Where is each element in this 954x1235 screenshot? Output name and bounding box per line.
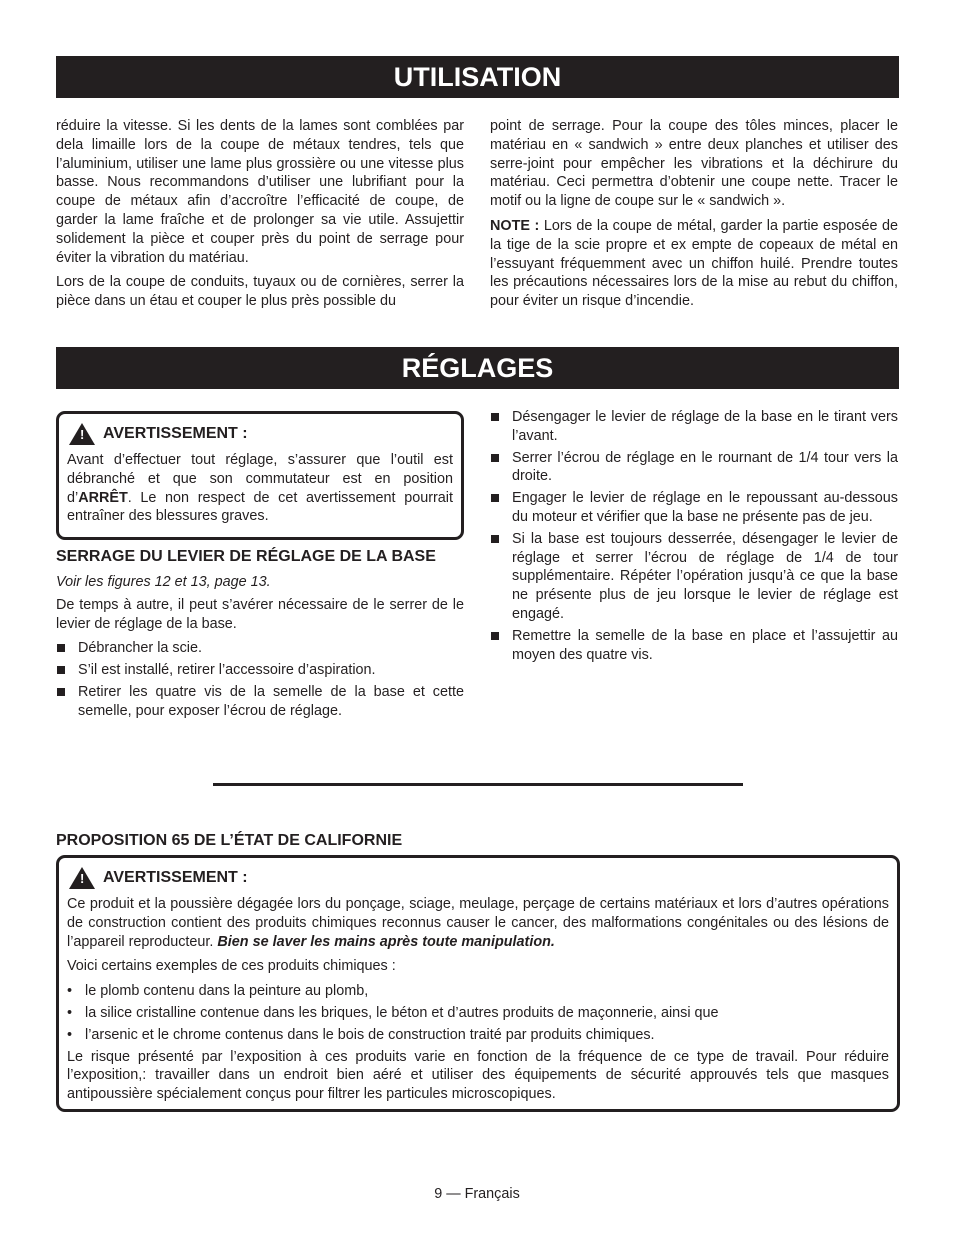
list-item: Si la base est toujours desserrée, désengager le levier de réglage et serrer l’écrou de réglage de 1/4 de tour supplémentaire. Répéter l’opération jusqu’à ce que la base ne présente plus de jeu lorsque le levier de réglage est engagé. [490, 530, 898, 624]
page-footer: 9 — Français [434, 1186, 520, 1202]
list-item: Serrer l’écrou de réglage en le rournant de 1/4 tour vers la droite. [490, 449, 898, 487]
subsection-heading: SERRAGE DU LEVIER DE RÉGLAGE DE LA BASE [56, 548, 436, 565]
paragraph: Voici certains exemples de ces produits chimiques : [67, 958, 396, 975]
note-text: Lors de la coupe de métal, garder la partie esposée de la tige de la scie propre et ex empte de copeaux de métal en l’essuyant fréquemment avec un chiffon huilé. Prendre toutes les précautions nécessaires lors de la mise au rebut du chiffon, pour éviter un risque d’incendie. [490, 217, 899, 310]
utilisation-right-column [490, 117, 898, 317]
paragraph: réduire la vitesse. Si les dents de la lames sont comblées par dela limaille lors de la coupe de métaux tendres, tels que l’aluminium, utiliser une lame plus grossière ou une vitesse plus basse. Nous recommandons d’utiliser une lubrifiant pour la coupe de métaux afin d’accroître l’efficacité de coupe, de garder la lame fraîche et de prolonger sa vie utile. Assujettir solidement la pièce et couper près du point de serrage pour éviter la vibration du matériau. [56, 118, 464, 266]
list-item: Engager le levier de réglage en le repoussant au-dessous du moteur et vérifier que la base ne présente pas de jeu. [490, 489, 898, 527]
warning-box [56, 411, 464, 540]
warning-title: AVERTISSEMENT : [103, 868, 248, 886]
section-header-reglages: RÉGLAGES [56, 347, 899, 389]
divider [213, 783, 743, 786]
warning-title: AVERTISSEMENT : [103, 424, 248, 442]
list-item: Désengager le levier de réglage de la base en le tirant vers l’avant. [490, 408, 898, 446]
prop65-heading: PROPOSITION 65 DE L’ÉTAT DE CALIFORNIE [56, 832, 403, 849]
list-item: Retirer les quatre vis de la semelle de la base et cette semelle, pour exposer l’écrou de réglage. [56, 683, 464, 721]
reglages-right-column [490, 408, 898, 667]
paragraph: De temps à autre, il peut s’avérer nécessaire de le serrer de le levier de réglage de la base. [56, 596, 464, 632]
paragraph: Le risque présenté par l’exposition à ces produits varie en fonction de la fréquence de ce type de travail. Pour réduire l’exposition,: travailler dans un endroit bien aéré et utiliser des équipements de sécurité approuvés tels que masques antipoussière spécialement conçus pour filtrer les particules microscopiques. [67, 1048, 889, 1103]
utilisation-left-column [56, 117, 464, 317]
prop65-warning-box [56, 855, 900, 1112]
note-label: NOTE : [490, 217, 540, 234]
note-paragraph [490, 217, 898, 311]
warning-text: Avant d’effectuer tout réglage, s’assurer que l’outil est débranché et que son commutateur est en position d’ARRÊT. Le non respect de cet avertissement pourrait entraîner des blessures graves. [67, 452, 453, 525]
warning-icon: ! [69, 423, 95, 445]
list-item: • le plomb contenu dans la peinture au plomb, [67, 982, 889, 1001]
warning-icon: ! [69, 867, 95, 889]
figure-reference: Voir les figures 12 et 13, page 13. [56, 574, 271, 590]
list-item: Remettre la semelle de la base en place et l’assujettir au moyen des quatre vis. [490, 627, 898, 665]
list-item: Débrancher la scie. [56, 639, 464, 658]
list-item: • la silice cristalline contenue dans les briques, le béton et d’autres produits de maçonnerie, ainsi que [67, 1004, 889, 1023]
paragraph: Ce produit et la poussière dégagée lors du ponçage, sciage, meulage, perçage de certains matériaux et lors d’autres opérations de construction contient des produits chimiques reconnus causer le cancer, des malformations congénitales ou des lésions de l’appareil reproducteur. Bien se laver les mains après toute manipulation. [67, 896, 889, 950]
reglages-left-column [56, 546, 464, 724]
section-header-utilisation: UTILISATION [56, 56, 899, 98]
paragraph: point de serrage. Pour la coupe des tôles minces, placer le matériau en « sandwich » entre deux planches et utiliser des serre-joint pour empêcher les vibrations et la déchirure du matériau. Ceci permettra d’obtenir une coupe nette. Tracer le motif ou la ligne de coupe sur le « sandwich ». [490, 118, 898, 210]
emphasis-text: Bien se laver les mains après toute manipulation. [217, 933, 555, 950]
list-item: • l’arsenic et le chrome contenus dans le bois de construction traité par produits chimiques. [67, 1026, 889, 1045]
list-item: S’il est installé, retirer l’accessoire d’aspiration. [56, 661, 464, 680]
paragraph: Lors de la coupe de conduits, tuyaux ou de cornières, serrer la pièce dans un étau et couper le plus près possible du [56, 274, 464, 310]
